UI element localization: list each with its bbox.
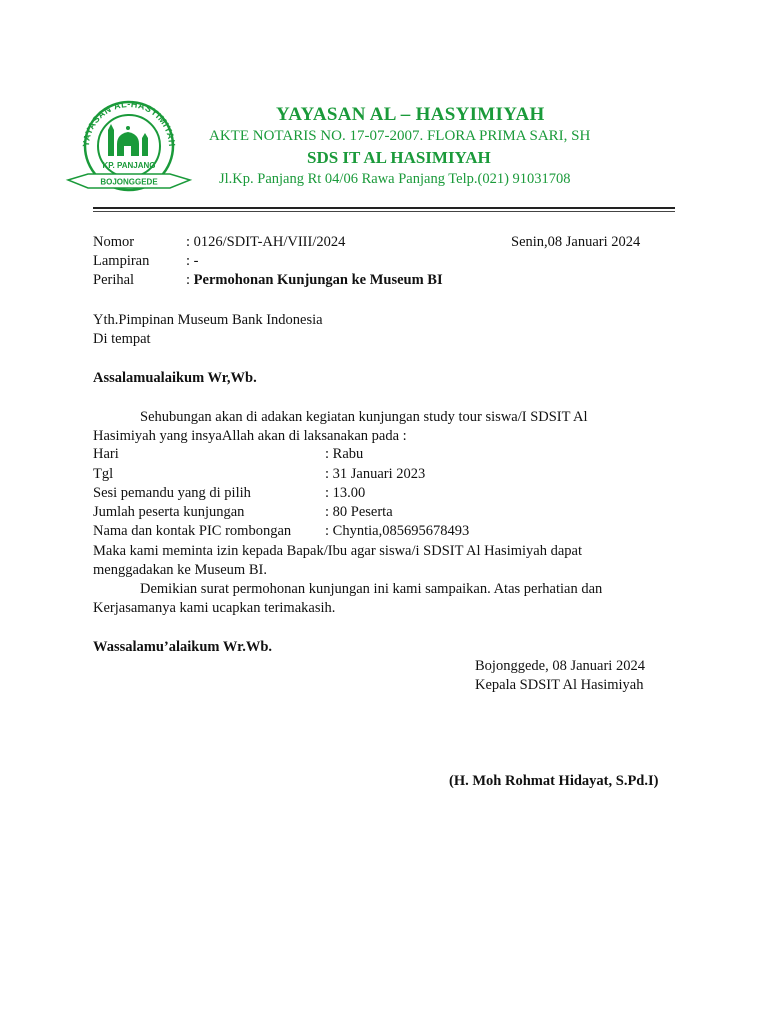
detail-value-jumlah: : 80 Peserta	[325, 504, 393, 520]
detail-value-sesi: : 13.00	[325, 485, 366, 501]
foundation-name: YAYASAN AL – HASYIMIYAH	[276, 104, 545, 125]
perihal-label: Perihal	[93, 272, 135, 288]
lampiran-value: : -	[186, 253, 199, 269]
detail-label-tgl: Tgl	[93, 466, 114, 482]
paragraph-3-line-2: Kerjasamanya kami ucapkan terimakasih.	[93, 600, 336, 616]
header-divider-thin	[93, 211, 675, 212]
letter-date: Senin,08 Januari 2024	[511, 234, 641, 250]
logo-band-text: KP. PANJANG	[102, 161, 156, 170]
detail-label-jumlah: Jumlah peserta kunjungan	[93, 504, 245, 520]
paragraph-3-line-1: Demikian surat permohonan kunjungan ini kami sampaikan. Atas perhatian dan	[140, 581, 603, 597]
detail-label-hari: Hari	[93, 446, 119, 462]
signature-place-date: Bojonggede, 08 Januari 2024	[475, 658, 645, 674]
school-logo	[64, 100, 194, 194]
paragraph-2-line-2: menggadakan ke Museum BI.	[93, 562, 267, 578]
detail-value-hari: : Rabu	[325, 446, 364, 462]
perihal-value: Permohonan Kunjungan ke Museum BI	[193, 272, 443, 288]
address-line: Jl.Kp. Panjang Rt 04/06 Rawa Panjang Telp.(021) 91031708	[219, 171, 571, 187]
paragraph-2-line-1: Maka kami meminta izin kepada Bapak/Ibu agar siswa/i SDSIT Al Hasimiyah dapat	[93, 543, 582, 559]
nomor-label: Nomor	[93, 234, 135, 250]
signature-name: (H. Moh Rohmat Hidayat, S.Pd.I)	[449, 773, 659, 789]
perihal-colon: :	[186, 272, 191, 288]
detail-value-pic: : Chyntia,085695678493	[325, 523, 470, 539]
notary-line: AKTE NOTARIS NO. 17-07-2007. FLORA PRIMA SARI, SH	[209, 128, 591, 144]
lampiran-label: Lampiran	[93, 253, 150, 269]
mosque-icon	[108, 124, 148, 156]
header-divider-thick	[93, 207, 675, 209]
paragraph-1-line-1: Sehubungan akan di adakan kegiatan kunjungan study tour siswa/I SDSIT Al	[140, 409, 588, 425]
detail-label-sesi: Sesi pemandu yang di pilih	[93, 485, 251, 501]
detail-value-tgl: : 31 Januari 2023	[325, 466, 426, 482]
detail-label-pic: Nama dan kontak PIC rombongan	[93, 523, 292, 539]
school-name: SDS IT AL HASIMIYAH	[307, 148, 491, 167]
recipient-line-1: Yth.Pimpinan Museum Bank Indonesia	[93, 312, 323, 328]
recipient-line-2: Di tempat	[93, 331, 151, 347]
perihal-row	[186, 271, 443, 289]
logo-ribbon-text: BOJONGGEDE	[100, 177, 158, 187]
logo-ring-text: YAYASAN AL-HASYIMIYAH	[80, 100, 178, 148]
nomor-value: : 0126/SDIT-AH/VIII/2024	[186, 234, 346, 250]
signature-title: Kepala SDSIT Al Hasimiyah	[475, 677, 644, 693]
paragraph-1-line-2: Hasimiyah yang insyaAllah akan di laksanakan pada :	[93, 428, 407, 444]
greeting: Assalamualaikum Wr,Wb.	[93, 370, 257, 386]
closing: Wassalamu’alaikum Wr.Wb.	[93, 639, 273, 655]
